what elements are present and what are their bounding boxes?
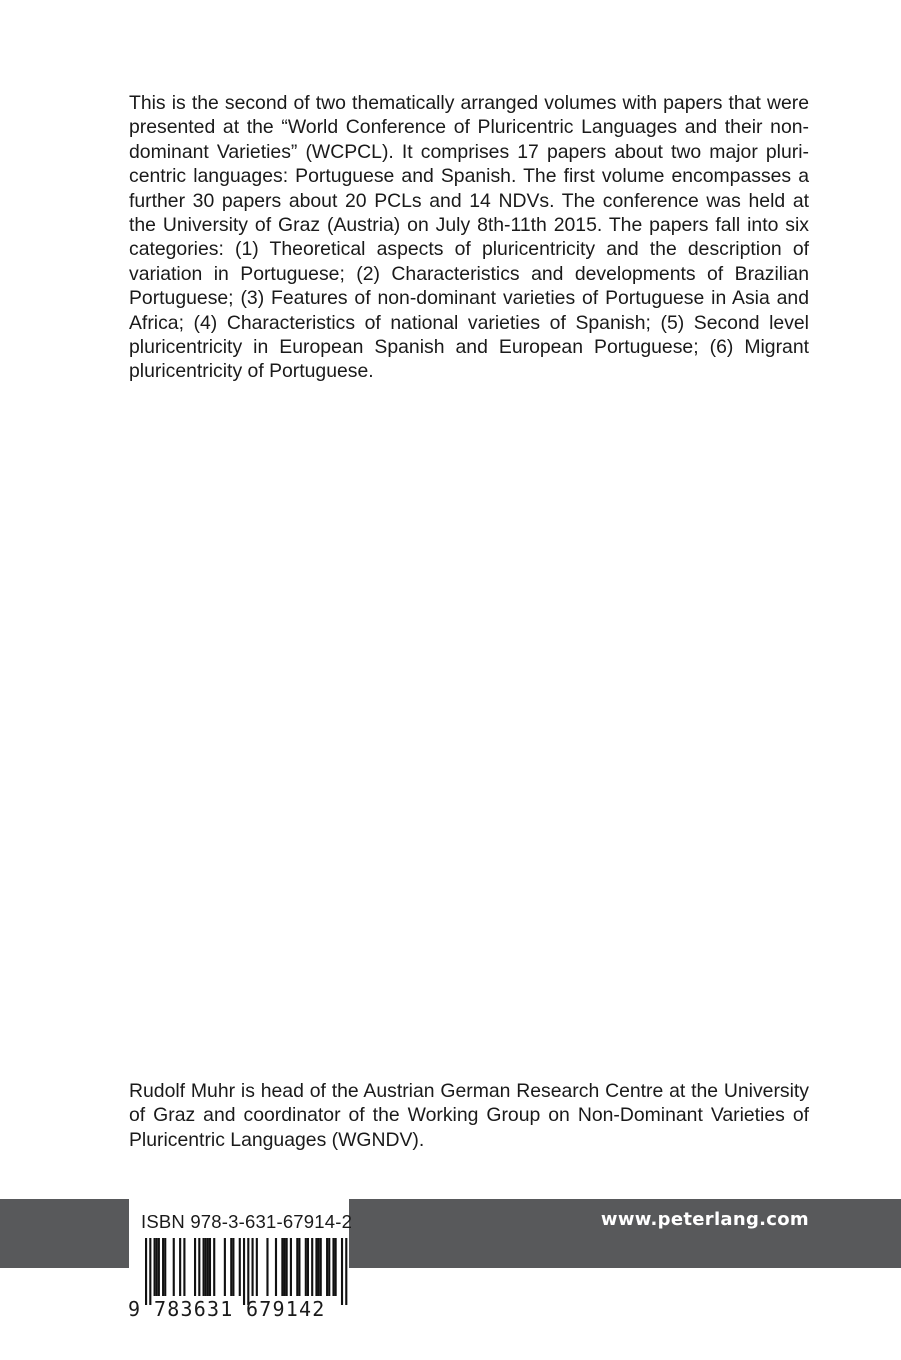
barcode-bar <box>194 1238 196 1296</box>
barcode-bar <box>232 1238 234 1296</box>
barcode-bar <box>198 1238 200 1296</box>
barcode-guard-bar <box>145 1238 147 1305</box>
barcode-bar <box>230 1238 232 1296</box>
barcode-bar <box>328 1238 330 1296</box>
barcode-bar <box>209 1238 211 1296</box>
barcode-bar <box>207 1238 209 1296</box>
barcode-bar <box>326 1238 328 1296</box>
barcode-bar <box>296 1238 298 1296</box>
barcode-bar <box>213 1238 215 1296</box>
barcode-guard-bar <box>345 1238 347 1305</box>
barcode-guard-bar <box>247 1238 249 1305</box>
barcode-bar <box>320 1238 322 1296</box>
barcode-bar <box>315 1238 317 1296</box>
barcode-bar <box>173 1238 175 1296</box>
barcode-bar <box>305 1238 307 1296</box>
barcode-bar <box>239 1238 241 1296</box>
barcode-bar <box>179 1238 181 1296</box>
barcode-bar <box>256 1238 258 1296</box>
barcode-bar <box>335 1238 337 1296</box>
barcode-bar <box>286 1238 288 1296</box>
barcode-bar <box>318 1238 320 1296</box>
barcode-bar <box>183 1238 185 1296</box>
barcode-guard-bar <box>149 1238 151 1305</box>
barcode-bar <box>156 1238 158 1296</box>
ean-right-group: 679142 <box>246 1297 326 1321</box>
barcode-bar <box>281 1238 283 1296</box>
barcode-guard-bar <box>341 1238 343 1305</box>
barcode-bar <box>164 1238 166 1296</box>
isbn-label: ISBN 978-3-631-67914-2 <box>141 1211 353 1232</box>
barcode-bar <box>203 1238 205 1296</box>
barcode-guard-bar <box>243 1238 245 1305</box>
barcode-bar <box>283 1238 285 1296</box>
barcode-bar <box>162 1238 164 1296</box>
barcode-bar <box>158 1238 160 1296</box>
ean-left-group: 783631 <box>154 1297 234 1321</box>
publisher-website[interactable]: www.peterlang.com <box>600 1209 809 1230</box>
barcode-bar <box>224 1238 226 1296</box>
barcode-bar <box>307 1238 309 1296</box>
barcode-bar <box>252 1238 254 1296</box>
barcode-bar <box>290 1238 292 1296</box>
barcode-bar <box>298 1238 300 1296</box>
barcode-bar <box>266 1238 268 1296</box>
ean-first-digit: 9 <box>128 1297 141 1321</box>
author-bio: Rudolf Muhr is head of the Austrian German Research Centre at the University of Graz and coordinator of the Working Group on Non-Dominant Varieties of Pluricentric Languages (WGNDV). <box>129 1080 809 1151</box>
barcode-bar <box>275 1238 277 1296</box>
barcode-bar <box>205 1238 207 1296</box>
barcode-bar <box>154 1238 156 1296</box>
barcode-bar <box>311 1238 313 1296</box>
back-cover-description: This is the second of two thematically arranged volumes with papers that were presented at the “World Conference of Pluricentric Languages and their non-dominant Varieties” (WCPCL). It comprises 17 papers about two major pluri-centric languages: Portuguese and Spanish. The first volume encompasses a further 30 papers about 20 PCLs and 14 NDVs. The conference was held at the University of Graz (Austria) on July 8th-11th 2015. The papers fall into six categories: (1) Theoretical aspects of pluricentricity and the description of variation in Portuguese; (2) Characteristics and developments of Brazilian Portuguese; (3) Features of non-dominant varieties of Portuguese in Asia and Africa; (4) Characteristics of national varieties of Spanish; (5) Second level pluricentricity in European Spanish and European Portuguese; (6) Migrant pluricentricity of Portuguese. <box>129 92 809 383</box>
barcode-bar <box>332 1238 334 1296</box>
